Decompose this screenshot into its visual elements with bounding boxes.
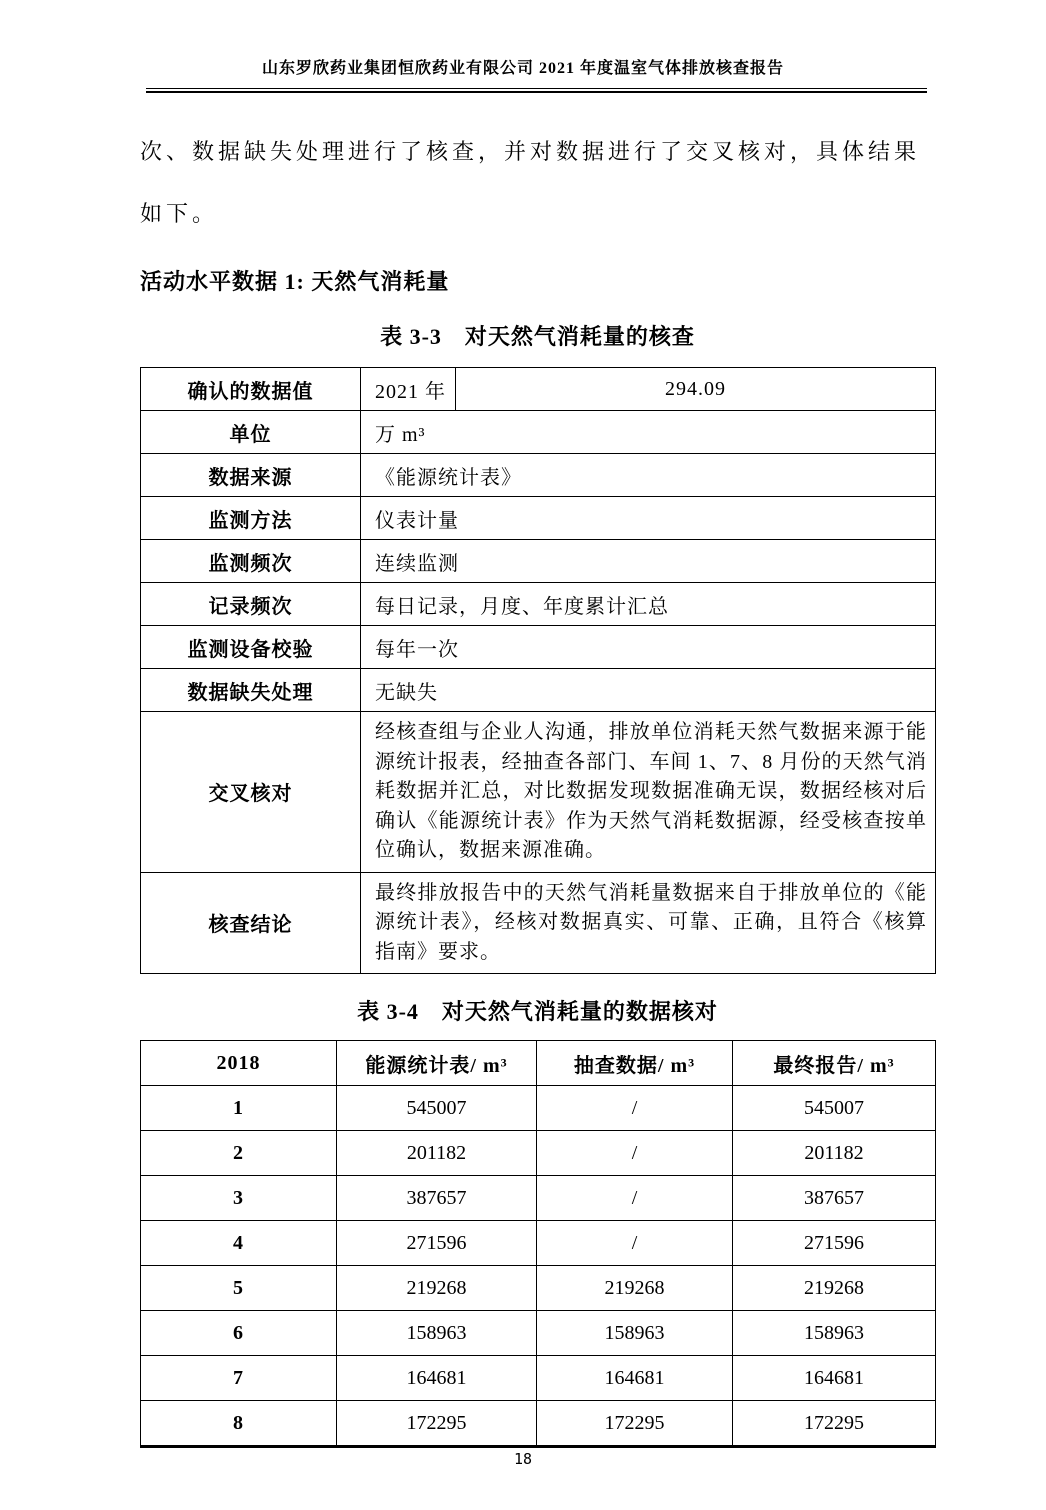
table-row xyxy=(141,540,936,583)
row-label: 记录频次 xyxy=(141,583,361,626)
final-cell: 158963 xyxy=(733,1311,936,1356)
column-header: 最终报告/ m³ xyxy=(733,1041,936,1086)
row-value: 连续监测 xyxy=(361,540,936,583)
sample-cell: 164681 xyxy=(537,1356,733,1401)
row-label: 监测频次 xyxy=(141,540,361,583)
table-row xyxy=(141,368,936,411)
sample-cell: / xyxy=(537,1131,733,1176)
table-3-4 xyxy=(140,1040,936,1448)
month-cell: 7 xyxy=(141,1356,337,1401)
month-cell: 4 xyxy=(141,1221,337,1266)
row-label: 数据来源 xyxy=(141,454,361,497)
final-cell: 172295 xyxy=(733,1401,936,1447)
month-cell: 2 xyxy=(141,1131,337,1176)
table-row xyxy=(141,626,936,669)
energy-cell: 164681 xyxy=(337,1356,537,1401)
row-value: 每年一次 xyxy=(361,626,936,669)
month-cell: 5 xyxy=(141,1266,337,1311)
sample-cell: 219268 xyxy=(537,1266,733,1311)
column-header: 能源统计表/ m³ xyxy=(337,1041,537,1086)
confirmed-year: 2021 年 xyxy=(361,368,456,411)
month-cell: 6 xyxy=(141,1311,337,1356)
sample-cell: / xyxy=(537,1086,733,1131)
page-content xyxy=(140,121,935,1448)
month-cell: 1 xyxy=(141,1086,337,1131)
month-cell: 8 xyxy=(141,1401,337,1447)
row-value: 无缺失 xyxy=(361,669,936,712)
table-row xyxy=(141,1356,936,1401)
column-header: 抽查数据/ m³ xyxy=(537,1041,733,1086)
row-value: 《能源统计表》 xyxy=(361,454,936,497)
row-label: 监测设备校验 xyxy=(141,626,361,669)
row-value: 万 m³ xyxy=(361,411,936,454)
final-cell: 271596 xyxy=(733,1221,936,1266)
row-label: 交叉核对 xyxy=(141,712,361,873)
table-3-3-title: 表 3-3 对天然气消耗量的核查 xyxy=(380,324,695,349)
table-row xyxy=(141,1401,936,1447)
table-row xyxy=(141,454,936,497)
row-label: 核查结论 xyxy=(141,872,361,974)
energy-cell: 387657 xyxy=(337,1176,537,1221)
running-header xyxy=(0,0,1046,93)
page-footer xyxy=(0,1450,1046,1468)
table-row xyxy=(141,1131,936,1176)
section-heading: 活动水平数据 1: 天然气消耗量 xyxy=(140,269,450,294)
table-row xyxy=(141,1266,936,1311)
energy-cell: 158963 xyxy=(337,1311,537,1356)
table-row xyxy=(141,583,936,626)
table-row xyxy=(141,497,936,540)
row-label: 监测方法 xyxy=(141,497,361,540)
table-row xyxy=(141,1086,936,1131)
month-cell: 3 xyxy=(141,1176,337,1221)
intro-line-2: 如下。 xyxy=(140,201,219,226)
sample-cell: 172295 xyxy=(537,1401,733,1447)
confirmed-value: 294.09 xyxy=(456,368,936,411)
sample-cell: / xyxy=(537,1176,733,1221)
final-cell: 545007 xyxy=(733,1086,936,1131)
header-rule xyxy=(146,88,927,93)
table-row xyxy=(141,411,936,454)
sample-cell: / xyxy=(537,1221,733,1266)
row-value: 仪表计量 xyxy=(361,497,936,540)
intro-paragraph xyxy=(140,121,935,245)
energy-cell: 271596 xyxy=(337,1221,537,1266)
final-cell: 164681 xyxy=(733,1356,936,1401)
row-label: 单位 xyxy=(141,411,361,454)
table-header-row xyxy=(141,1041,936,1086)
energy-cell: 201182 xyxy=(337,1131,537,1176)
table-row xyxy=(141,872,936,974)
table-row xyxy=(141,1221,936,1266)
final-cell: 387657 xyxy=(733,1176,936,1221)
energy-cell: 172295 xyxy=(337,1401,537,1447)
header-title: 山东罗欣药业集团恒欣药业有限公司 2021 年度温室气体排放核查报告 xyxy=(261,60,784,77)
table-row xyxy=(141,1176,936,1221)
intro-line-1: 次、数据缺失处理进行了核查，并对数据进行了交叉核对，具体结果 xyxy=(140,139,921,164)
final-cell: 201182 xyxy=(733,1131,936,1176)
final-cell: 219268 xyxy=(733,1266,936,1311)
table-row xyxy=(141,1311,936,1356)
row-label: 确认的数据值 xyxy=(141,368,361,411)
table-row xyxy=(141,712,936,873)
table-row xyxy=(141,669,936,712)
table-3-3 xyxy=(140,367,936,974)
column-header: 2018 xyxy=(141,1041,337,1086)
energy-cell: 545007 xyxy=(337,1086,537,1131)
page-number: 18 xyxy=(513,1450,533,1468)
sample-cell: 158963 xyxy=(537,1311,733,1356)
row-value: 经核查组与企业人沟通，排放单位消耗天然气数据来源于能源统计报表，经抽查各部门、车间 1、7、8 月份的天然气消耗数据并汇总，对比数据发现数据准确无误，数据经核对后确认《能源统计表》作为天然气消耗数据源，经受核查按单位确认，数据来源准确。 xyxy=(361,712,936,873)
table-3-4-title: 表 3-4 对天然气消耗量的数据核对 xyxy=(357,999,718,1024)
energy-cell: 219268 xyxy=(337,1266,537,1311)
row-value: 每日记录，月度、年度累计汇总 xyxy=(361,583,936,626)
row-value: 最终排放报告中的天然气消耗量数据来自于排放单位的《能源统计表》，经核对数据真实、可靠、正确，且符合《核算指南》要求。 xyxy=(361,872,936,974)
row-label: 数据缺失处理 xyxy=(141,669,361,712)
